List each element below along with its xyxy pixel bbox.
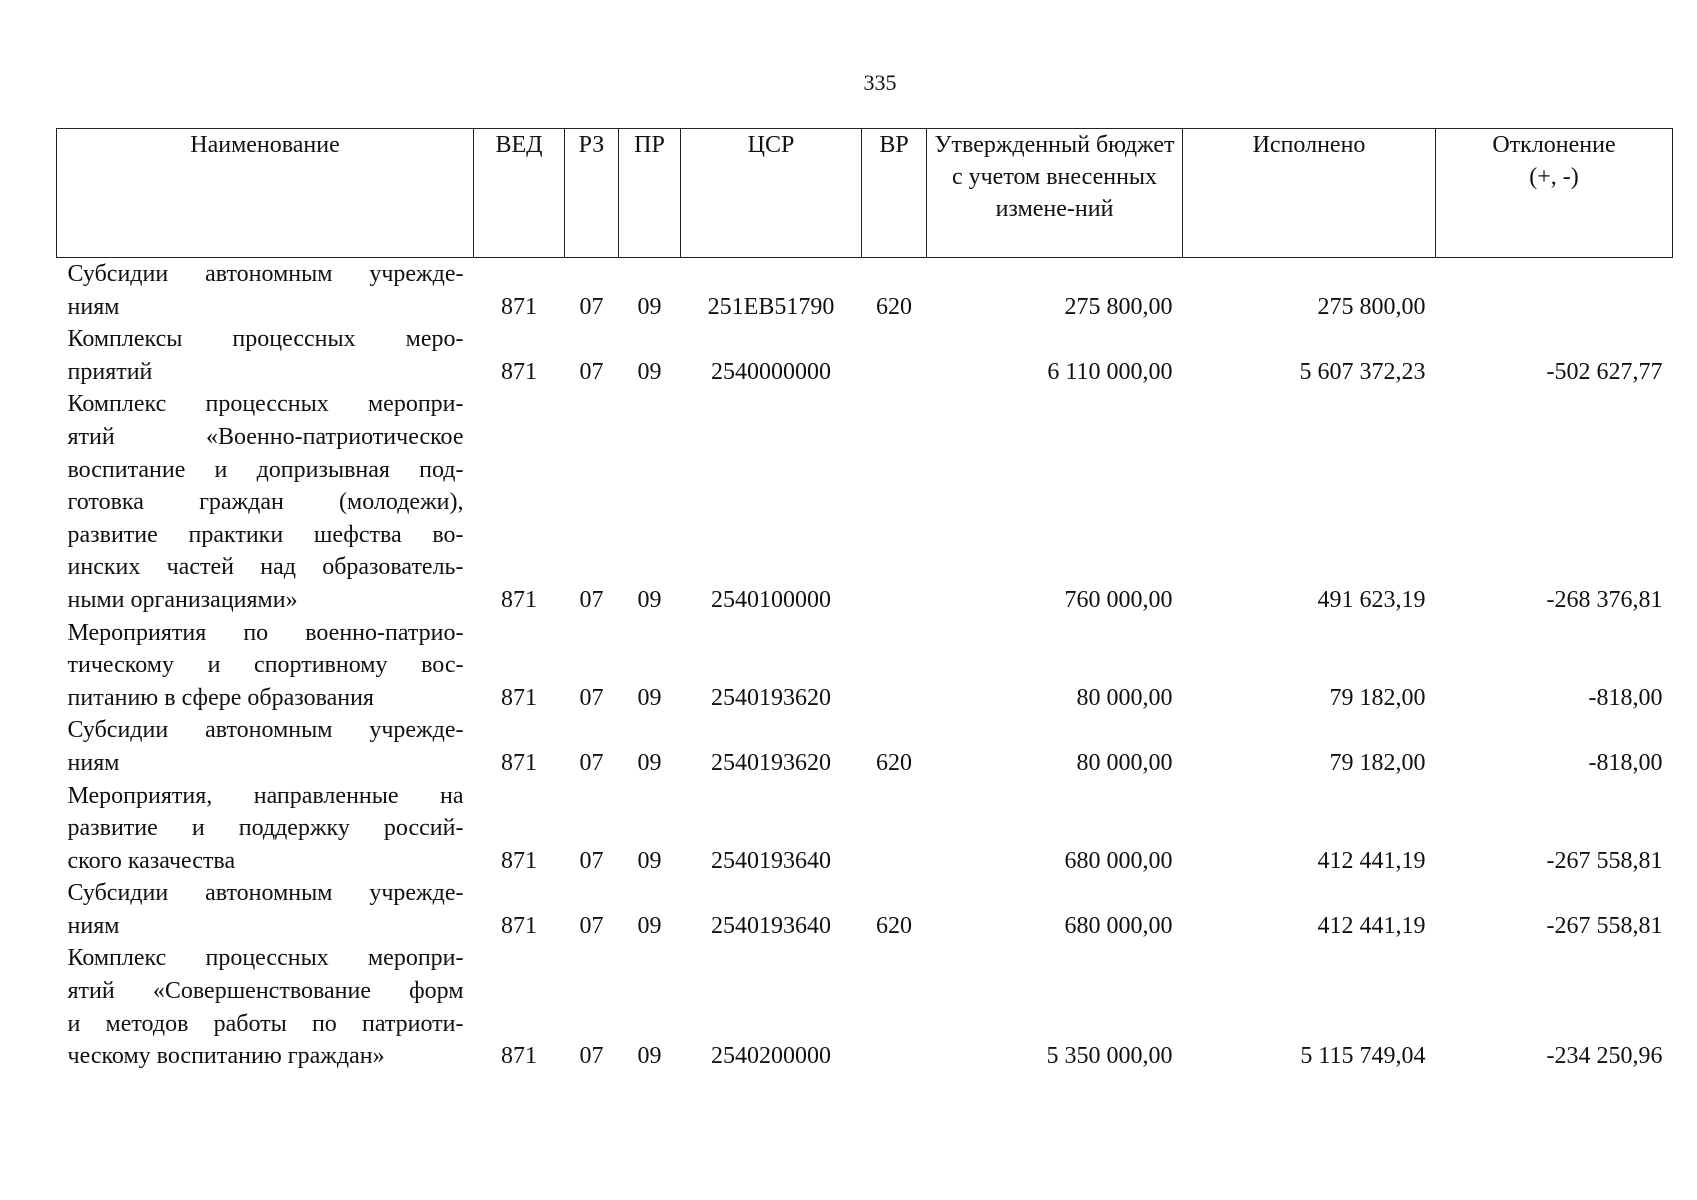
row-name-line: ятий «Военно-патриотическое	[67, 423, 464, 450]
row-deviation: -267 558,81	[1546, 847, 1663, 874]
row-name	[57, 942, 474, 1072]
row-csr: 2540193640	[711, 912, 831, 939]
row-name-line: Комплекс процессных меропри-	[67, 945, 464, 972]
row-rz: 07	[579, 749, 604, 776]
row-name	[57, 258, 474, 324]
row-name	[57, 388, 474, 616]
row-name	[57, 714, 474, 779]
row-name	[57, 877, 474, 942]
row-deviation	[1436, 258, 1673, 324]
row-name-line: приятий	[67, 358, 153, 385]
row-csr: 2540193620	[711, 684, 831, 711]
row-vr: 620	[876, 293, 912, 320]
row-name-line: ниям	[67, 293, 120, 320]
header-executed: Исполнено	[1183, 129, 1436, 258]
table-body	[57, 258, 1673, 1073]
table-row	[57, 942, 1673, 1072]
row-csr: 251EB51790	[707, 293, 835, 320]
row-csr: 2540000000	[711, 358, 831, 385]
row-ved: 871	[501, 749, 537, 776]
row-rz: 07	[579, 912, 604, 939]
header-ved: ВЕД	[474, 129, 565, 258]
row-rz: 07	[579, 293, 604, 320]
row-name-line: развитие и поддержку россий-	[67, 815, 464, 842]
row-vr	[862, 323, 927, 388]
row-vr	[862, 780, 927, 878]
table-row	[57, 617, 1673, 715]
row-vr	[862, 942, 927, 1072]
row-name-line: ятий «Совершенствование форм	[67, 978, 464, 1005]
table-row	[57, 258, 1673, 324]
row-pr: 09	[637, 358, 662, 385]
row-approved: 680 000,00	[1064, 847, 1173, 874]
row-rz: 07	[579, 586, 604, 613]
row-vr: 620	[876, 912, 912, 939]
row-ved: 871	[501, 1043, 537, 1070]
row-vr	[862, 617, 927, 715]
row-executed: 412 441,19	[1317, 847, 1426, 874]
row-executed: 275 800,00	[1317, 293, 1426, 320]
row-approved: 760 000,00	[1064, 586, 1173, 613]
row-name-line: Комплексы процессных меро-	[67, 326, 464, 353]
row-name-line: Мероприятия по военно-патрио-	[67, 619, 464, 646]
row-name-line: и методов работы по патриоти-	[67, 1010, 464, 1037]
row-name-line: инских частей над образователь-	[67, 554, 464, 581]
row-deviation: -818,00	[1588, 684, 1663, 711]
row-pr: 09	[637, 293, 662, 320]
row-approved: 6 110 000,00	[1047, 358, 1173, 385]
row-name-line: ными организациями»	[67, 586, 298, 613]
row-name-line: Субсидии автономным учрежде-	[67, 261, 464, 287]
row-executed: 79 182,00	[1329, 684, 1426, 711]
row-csr: 2540193640	[711, 847, 831, 874]
row-pr: 09	[637, 749, 662, 776]
row-pr: 09	[637, 1043, 662, 1070]
header-csr: ЦСР	[681, 129, 862, 258]
header-pr: ПР	[619, 129, 681, 258]
row-ved: 871	[501, 847, 537, 874]
table-row	[57, 780, 1673, 878]
row-executed: 79 182,00	[1329, 749, 1426, 776]
row-rz: 07	[579, 847, 604, 874]
row-deviation: -818,00	[1588, 749, 1663, 776]
row-approved: 680 000,00	[1064, 912, 1173, 939]
row-name-line: Субсидии автономным учрежде-	[67, 880, 464, 907]
row-name-line: ниям	[67, 912, 120, 939]
row-name-line: Субсидии автономным учрежде-	[67, 717, 464, 744]
row-name-line: Комплекс процессных меропри-	[67, 391, 464, 418]
row-name-line: Мероприятия, направленные на	[67, 782, 464, 809]
row-approved: 275 800,00	[1064, 293, 1173, 320]
row-pr: 09	[637, 847, 662, 874]
budget-table	[56, 128, 1673, 1073]
table-row	[57, 877, 1673, 942]
row-executed: 5 607 372,23	[1299, 358, 1426, 385]
row-ved: 871	[501, 293, 537, 320]
header-name: Наименование	[57, 129, 474, 258]
row-name	[57, 780, 474, 878]
row-vr: 620	[876, 749, 912, 776]
row-name-line: ческому воспитанию граждан»	[67, 1043, 385, 1070]
header-approved: Утвержденный бюджет с учетом внесенных измене-ний	[927, 129, 1183, 258]
header-vr: ВР	[862, 129, 927, 258]
row-ved: 871	[501, 684, 537, 711]
header-deviation: Отклонение (+, -)	[1436, 129, 1673, 258]
table-row	[57, 388, 1673, 616]
row-approved: 80 000,00	[1076, 749, 1173, 776]
row-rz: 07	[579, 358, 604, 385]
row-ved: 871	[501, 586, 537, 613]
header-rz: РЗ	[565, 129, 619, 258]
row-name	[57, 323, 474, 388]
row-csr: 2540100000	[711, 586, 831, 613]
row-pr: 09	[637, 684, 662, 711]
table-row	[57, 714, 1673, 779]
row-vr	[862, 388, 927, 616]
row-approved: 80 000,00	[1076, 684, 1173, 711]
row-name-line: тическому и спортивному вос-	[67, 652, 464, 679]
row-deviation: -234 250,96	[1546, 1043, 1663, 1070]
row-csr: 2540193620	[711, 749, 831, 776]
row-name-line: воспитание и допризывная под-	[67, 456, 464, 483]
row-name	[57, 617, 474, 715]
row-executed: 412 441,19	[1317, 912, 1426, 939]
table-header	[57, 129, 1673, 258]
row-name-line: готовка граждан (молодежи),	[67, 489, 464, 516]
row-ved: 871	[501, 912, 537, 939]
row-name-line: ниям	[67, 749, 120, 776]
row-executed: 5 115 749,04	[1300, 1043, 1426, 1070]
row-name-line: развитие практики шефства во-	[67, 521, 464, 548]
row-deviation: -502 627,77	[1546, 358, 1663, 385]
row-name-line: ского казачества	[67, 847, 236, 874]
row-name-line: питанию в сфере образования	[67, 684, 374, 711]
row-pr: 09	[637, 912, 662, 939]
row-pr: 09	[637, 586, 662, 613]
table-row	[57, 323, 1673, 388]
row-executed: 491 623,19	[1317, 586, 1426, 613]
row-approved: 5 350 000,00	[1046, 1043, 1173, 1070]
page-number: 335	[863, 70, 897, 95]
row-csr: 2540200000	[711, 1043, 831, 1070]
row-rz: 07	[579, 684, 604, 711]
row-deviation: -267 558,81	[1546, 912, 1663, 939]
row-deviation: -268 376,81	[1546, 586, 1663, 613]
row-rz: 07	[579, 1043, 604, 1070]
row-ved: 871	[501, 358, 537, 385]
